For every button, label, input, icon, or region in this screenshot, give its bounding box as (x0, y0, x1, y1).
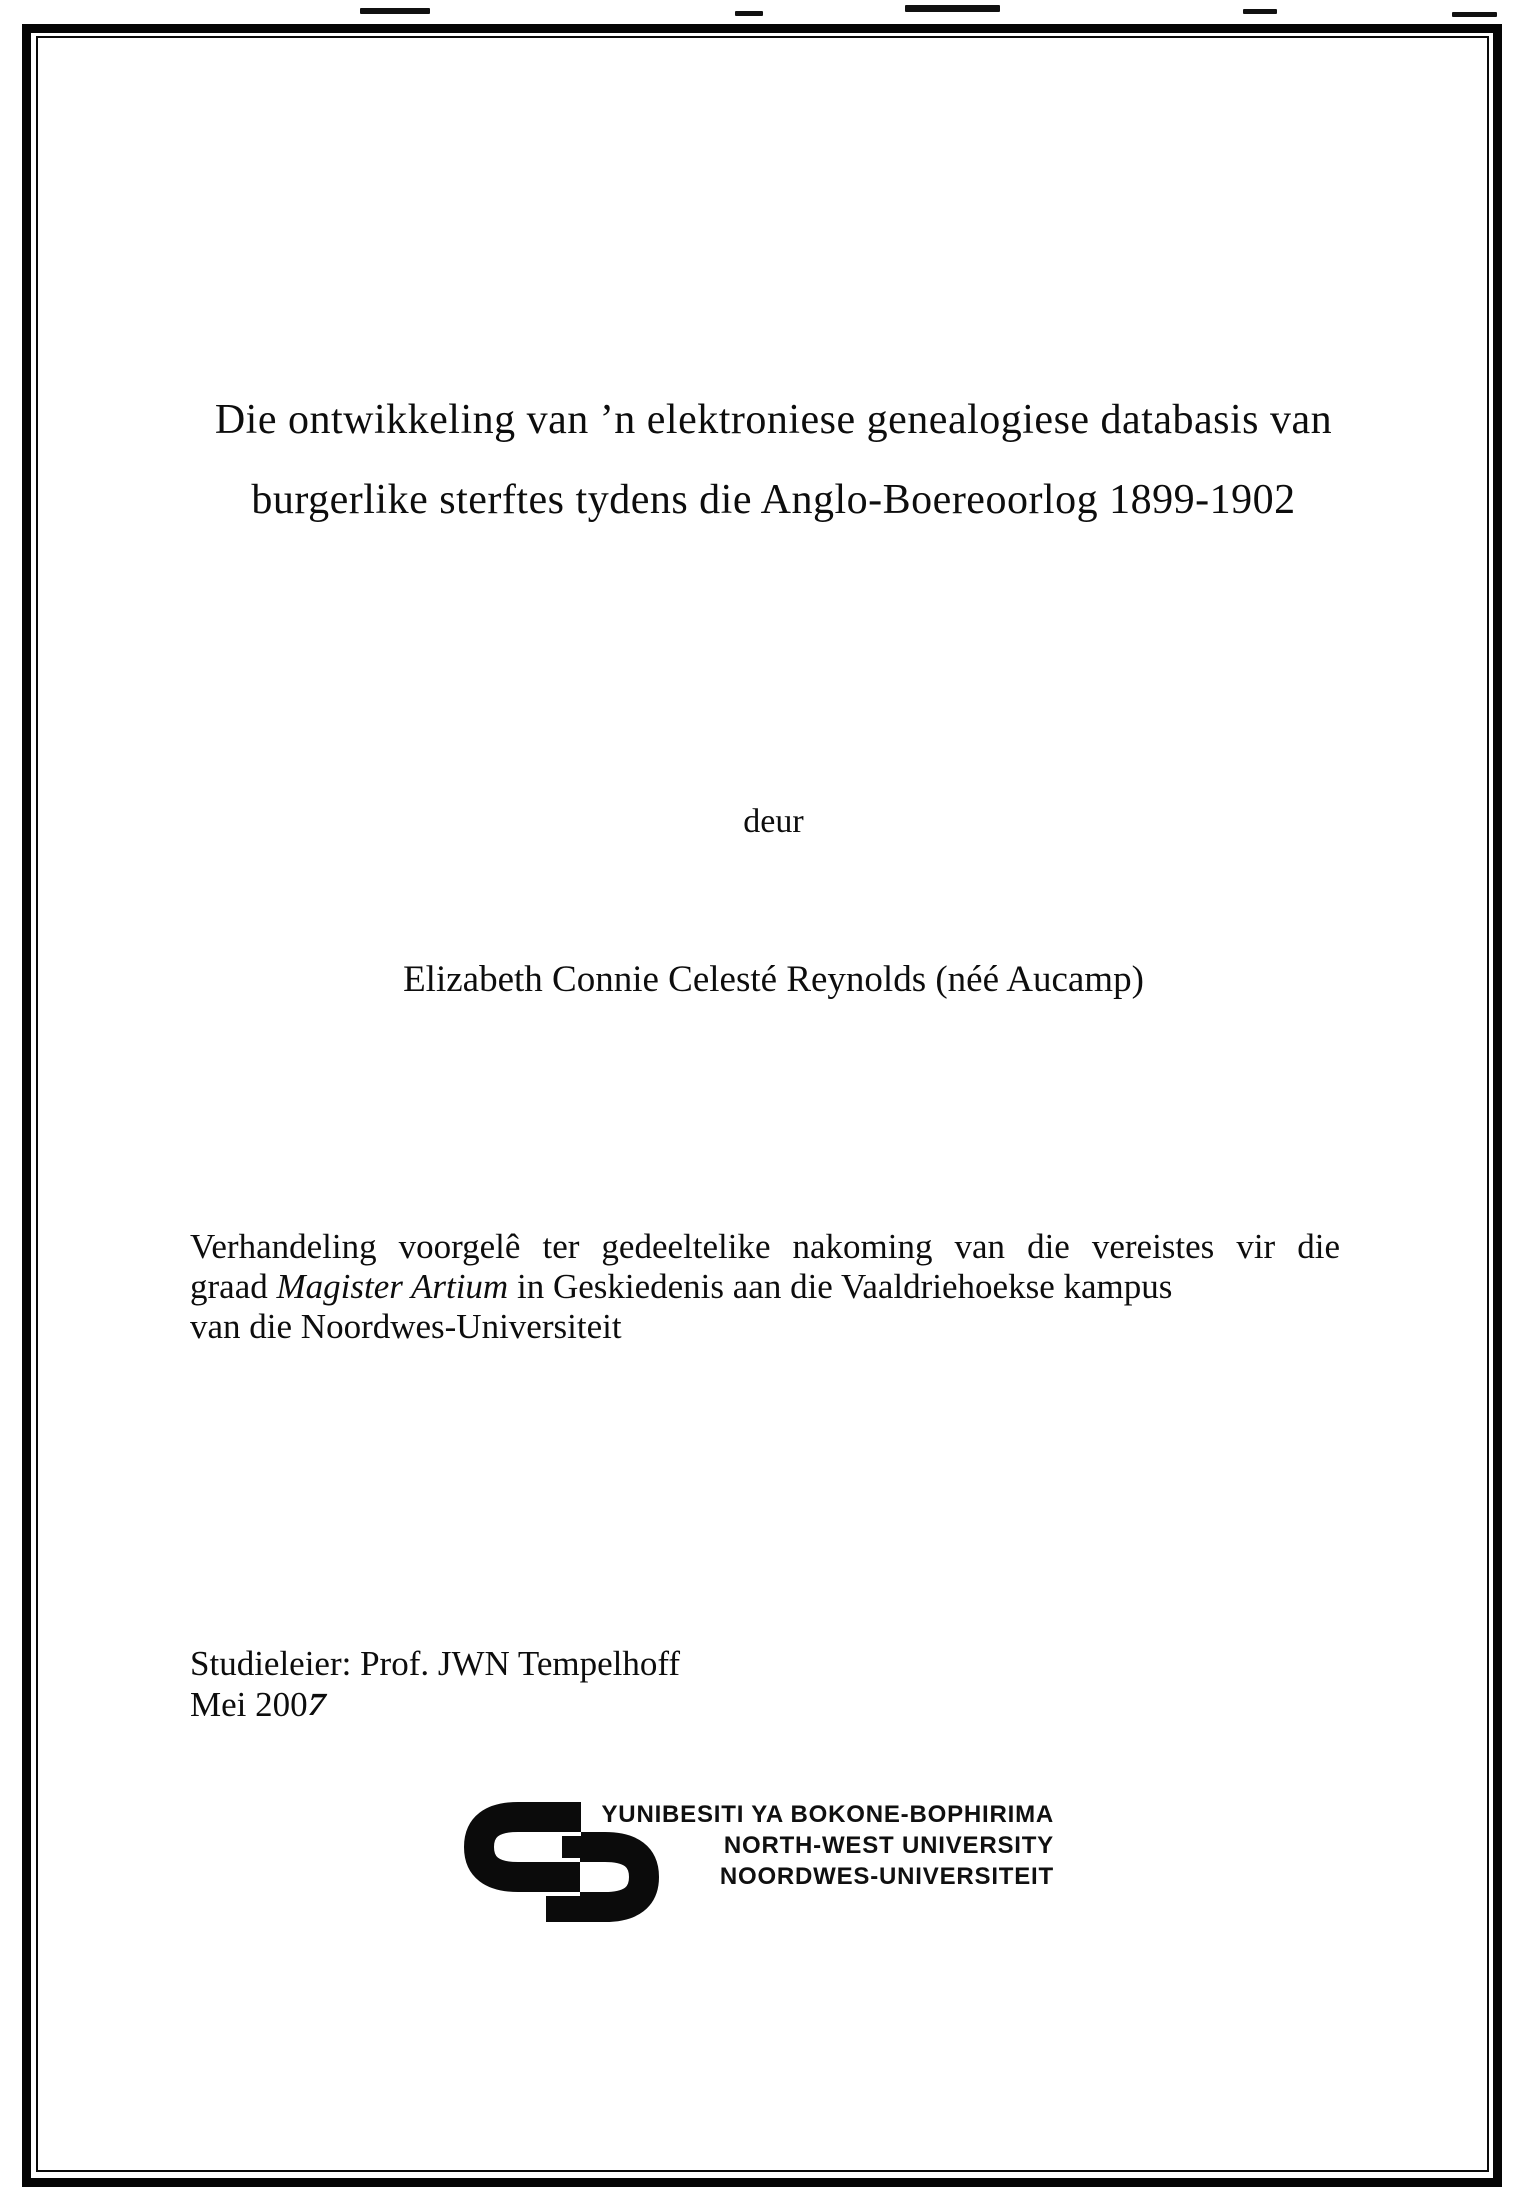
date-line (190, 1684, 680, 1725)
date-prefix: Mei 200 (190, 1685, 308, 1724)
logo-text-afrikaans: NOORDWES-UNIVERSITEIT (719, 1863, 1054, 1890)
author-name: Elizabeth Connie Celesté Reynolds (néé Aucamp) (403, 959, 1144, 1000)
thesis-title (20, 380, 1527, 540)
scan-artifact (1452, 12, 1497, 17)
scan-artifact (360, 8, 430, 14)
degree-statement (190, 1227, 1340, 1347)
degree-statement-line2-post: in Geskiedenis aan die Vaaldriehoekse kampus (508, 1267, 1173, 1306)
degree-statement-line3: van die Noordwes-Universiteit (190, 1307, 622, 1346)
degree-statement-line1: Verhandeling voorgelê ter gedeeltelike nakoming van die vereistes vir die (190, 1227, 1340, 1266)
logo-text-setswana: YUNIBESITI YA BOKONE-BOPHIRIMA (601, 1801, 1054, 1828)
byline-deur: deur (743, 803, 804, 840)
date-last-digit: 7 (303, 1686, 330, 1723)
thesis-title-line2: burgerlike sterftes tydens die Anglo-Boereoorlog 1899-1902 (251, 477, 1296, 523)
scan-artifact (1243, 9, 1277, 14)
scan-artifact (735, 11, 763, 16)
thesis-title-line1: Die ontwikkeling van ’n elektroniese genealogiese databasis van (214, 397, 1333, 443)
degree-statement-line2-pre: graad (190, 1267, 277, 1306)
degree-name-italic: Magister Artium (276, 1267, 509, 1306)
logo-text-english: NORTH-WEST UNIVERSITY (723, 1832, 1054, 1859)
supervisor-line: Studieleier: Prof. JWN Tempelhoff (190, 1644, 681, 1683)
degree-statement-line2 (190, 1267, 1340, 1307)
university-logo-text (588, 1799, 1054, 1892)
scan-artifact (905, 5, 1000, 12)
supervisor-block (190, 1643, 680, 1725)
